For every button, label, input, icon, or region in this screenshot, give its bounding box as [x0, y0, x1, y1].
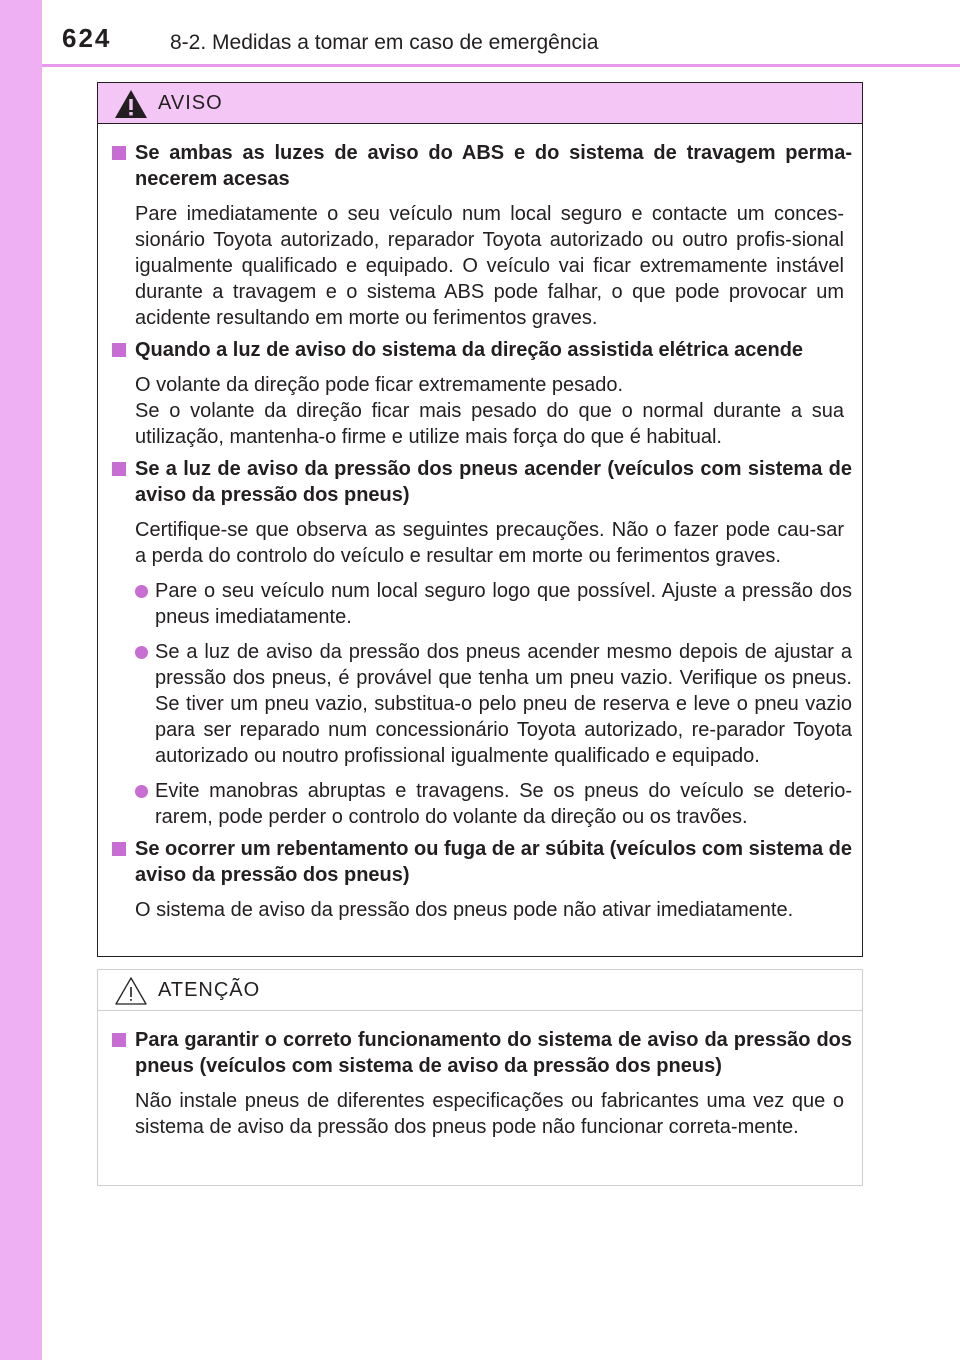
item-paragraph: Se o volante da direção ficar mais pesado do que o normal durante a sua utilização, mantenha-o firme e utilize mais força do que é habitual. — [135, 400, 844, 448]
circle-bullet-icon — [135, 646, 148, 659]
side-tab-stripe — [0, 0, 42, 1360]
square-bullet-icon — [112, 343, 126, 357]
item-paragraph: Pare imediatamente o seu veículo num local seguro e contacte um conces-sionário Toyota autorizado, reparador Toyota autorizado ou outro profis-sional igualmente qualificado e equipado. O veículo vai ficar extremamente instável durante a travagem e o sistema ABS pode falhar, o que pode provocar um acidente resultando em morte ou ferimentos graves. — [135, 203, 844, 329]
aviso-box — [97, 82, 863, 957]
square-bullet-icon — [112, 842, 126, 856]
item-paragraph: Não instale pneus de diferentes especificações ou fabricantes uma vez que o sistema de aviso da pressão dos pneus pode não funcionar correta-mente. — [135, 1090, 844, 1138]
atencao-header — [98, 970, 862, 1011]
warning-triangle-filled-icon — [113, 88, 149, 120]
atencao-label: ATENÇÃO — [158, 979, 261, 1001]
item-heading: Quando a luz de aviso do sistema da direção assistida elétrica acende — [135, 339, 804, 361]
item-paragraph: O volante da direção pode ficar extremamente pesado. — [135, 374, 624, 396]
aviso-label: AVISO — [158, 92, 223, 114]
list-item: Pare o seu veículo num local seguro logo que possível. Ajuste a pressão dos pneus imediatamente. — [135, 578, 852, 630]
atencao-item — [112, 1027, 852, 1140]
atencao-box — [97, 969, 863, 1186]
circle-bullet-icon — [135, 585, 148, 598]
warning-triangle-outline-icon — [113, 975, 149, 1007]
aviso-body — [98, 124, 862, 923]
aviso-item — [112, 337, 852, 450]
aviso-item — [112, 456, 852, 830]
square-bullet-icon — [112, 1033, 126, 1047]
circle-bullet-icon — [135, 785, 148, 798]
item-heading: Se ocorrer um rebentamento ou fuga de ar súbita (veículos com sistema de aviso da pressão dos pneus) — [135, 838, 852, 886]
list-item: Evite manobras abruptas e travagens. Se os pneus do veículo se deterio-rarem, pode perder o controlo do volante da direção ou os travões. — [135, 778, 852, 830]
section-title: 8-2. Medidas a tomar em caso de emergência — [170, 31, 599, 54]
aviso-item — [112, 140, 852, 331]
square-bullet-icon — [112, 146, 126, 160]
aviso-header — [98, 83, 862, 124]
item-paragraph: Certifique-se que observa as seguintes precauções. Não o fazer pode cau-sar a perda do controlo do veículo e resultar em morte ou ferimentos graves. — [135, 519, 844, 567]
item-paragraph: O sistema de aviso da pressão dos pneus pode não ativar imediatamente. — [135, 899, 794, 921]
square-bullet-icon — [112, 462, 126, 476]
atencao-body — [98, 1011, 862, 1140]
item-heading: Para garantir o correto funcionamento do sistema de aviso da pressão dos pneus (veículos com sistema de aviso da pressão dos pneus) — [135, 1029, 852, 1077]
list-item: Se a luz de aviso da pressão dos pneus acender mesmo depois de ajustar a pressão dos pneus, é provável que tenha um pneu vazio. Verifique os pneus. Se tiver um pneu vazio, substitua-o pelo pneu de reserva e leve o pneu vazio para ser reparado num concessionário Toyota autorizado, re-parador Toyota autorizado ou noutro profissional igualmente qualificado e equipado. — [135, 639, 852, 769]
item-heading: Se a luz de aviso da pressão dos pneus acender (veículos com sistema de aviso da pressão dos pneus) — [135, 458, 852, 506]
item-heading: Se ambas as luzes de aviso do ABS e do sistema de travagem perma-necerem acesas — [135, 142, 852, 190]
page-number: 624 — [62, 23, 112, 53]
aviso-item — [112, 836, 852, 923]
header-rule — [42, 64, 960, 67]
